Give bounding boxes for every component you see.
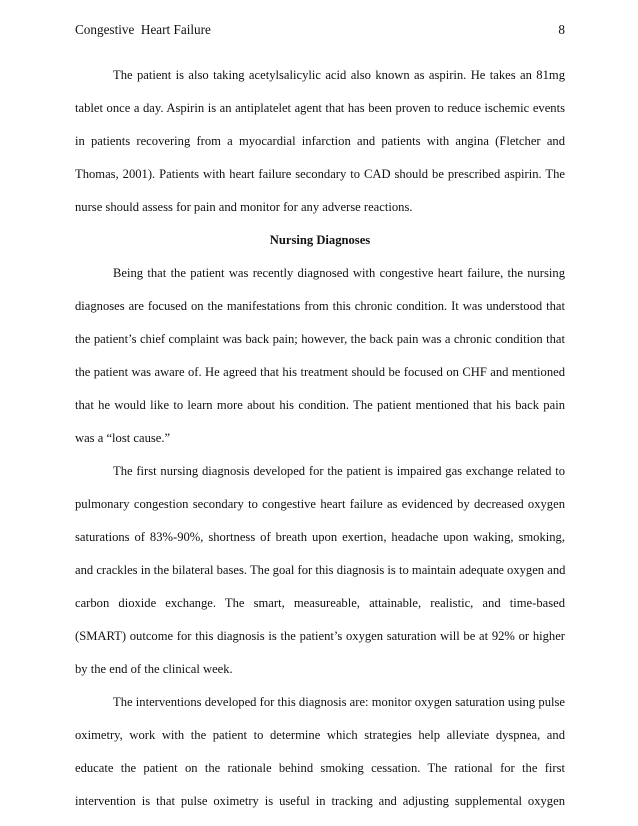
running-head: Congestive Heart Failure bbox=[75, 22, 211, 37]
paragraph-2-line-4: the patient was aware of. He agreed that his treatment should be focused on CHF and mentioned bbox=[75, 365, 565, 379]
paragraph-4-line-2: oximetry, work with the patient to determine which strategies help alleviate dyspnea, and bbox=[75, 728, 565, 742]
paragraph-2-line-6: was a “lost cause.” bbox=[75, 431, 171, 445]
page-number: 8 bbox=[558, 22, 565, 37]
paragraph-2-line-1: Being that the patient was recently diagnosed with congestive heart failure, the nursing bbox=[113, 266, 565, 280]
paragraph-1-line-1: The patient is also taking acetylsalicylic acid also known as aspirin. He takes an 81mg bbox=[113, 68, 565, 82]
paragraph-3-line-2: pulmonary congestion secondary to congestive heart failure as evidenced by decreased oxygen bbox=[75, 497, 565, 511]
paragraph-1-line-2: tablet once a day. Aspirin is an antiplatelet agent that has been proven to reduce ischemic events bbox=[75, 101, 565, 115]
page-header bbox=[75, 20, 565, 40]
paragraph-3-line-4: and crackles in the bilateral bases. The goal for this diagnosis is to maintain adequate oxygen and bbox=[75, 563, 566, 577]
paragraph-2-line-2: diagnoses are focused on the manifestations from this chronic condition. It was understood that bbox=[75, 299, 565, 313]
section-heading: Nursing Diagnoses bbox=[269, 233, 371, 247]
paragraph-4-line-3: educate the patient on the rationale behind smoking cessation. The rational for the first bbox=[75, 761, 565, 775]
paragraph-3-line-6: (SMART) outcome for this diagnosis is the patient’s oxygen saturation will be at 92% or higher bbox=[75, 629, 565, 643]
paragraph-1-line-4: Thomas, 2001). Patients with heart failure secondary to CAD should be prescribed aspirin. The bbox=[75, 167, 565, 181]
paragraph-3-line-5: carbon dioxide exchange. The smart, measureable, attainable, realistic, and time-based bbox=[75, 596, 565, 610]
paragraph-1-line-5: nurse should assess for pain and monitor for any adverse reactions. bbox=[75, 200, 413, 214]
paragraph-2-line-3: the patient’s chief complaint was back pain; however, the back pain was a chronic condition that bbox=[75, 332, 565, 346]
paragraph-3-line-1: The first nursing diagnosis developed for the patient is impaired gas exchange related to bbox=[113, 464, 565, 478]
paragraph-3-line-3: saturations of 83%-90%, shortness of breath upon exertion, headache upon waking, smoking, bbox=[75, 530, 565, 544]
paragraph-4-line-4: intervention is that pulse oximetry is useful in tracking and adjusting supplemental oxygen bbox=[75, 794, 565, 808]
paragraph-3-line-7: by the end of the clinical week. bbox=[75, 662, 233, 676]
paragraph-2-line-5: that he would like to learn more about his condition. The patient mentioned that his back pain bbox=[75, 398, 565, 412]
paragraph-1-line-3: in patients recovering from a myocardial infarction and patients with angina (Fletcher and bbox=[75, 134, 565, 148]
paragraph-4-line-1: The interventions developed for this diagnosis are: monitor oxygen saturation using pulse bbox=[113, 695, 565, 709]
